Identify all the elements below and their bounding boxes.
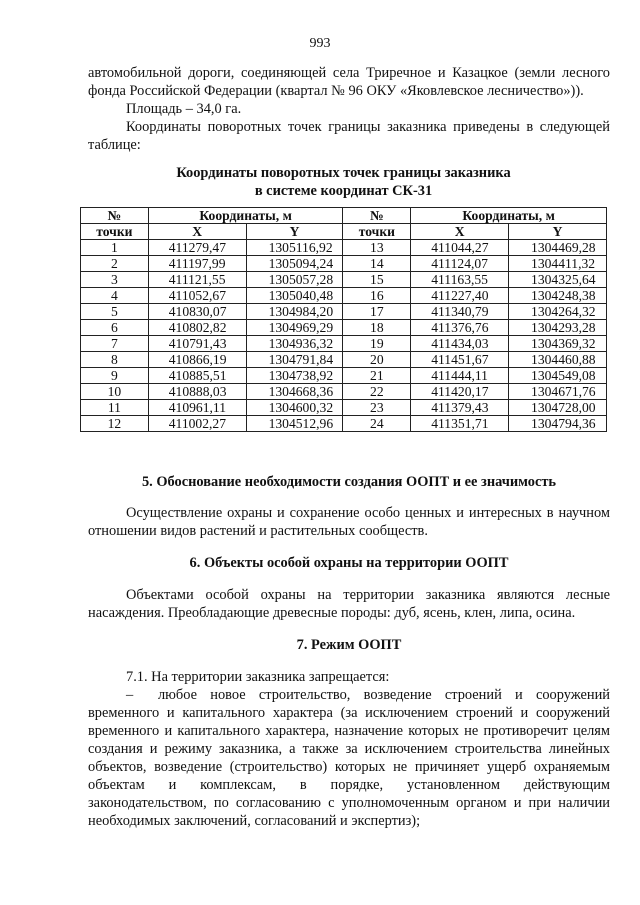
header-coords-2: Координаты, м bbox=[411, 208, 607, 224]
x-coordinate-cell: 411451,67 bbox=[411, 352, 509, 368]
point-number-cell: 10 bbox=[81, 384, 149, 400]
point-number-cell: 8 bbox=[81, 352, 149, 368]
point-number-cell: 16 bbox=[343, 288, 411, 304]
x-coordinate-cell: 411197,99 bbox=[148, 256, 246, 272]
x-coordinate-cell: 411351,71 bbox=[411, 416, 509, 432]
table-row bbox=[81, 368, 607, 384]
table-row bbox=[81, 400, 607, 416]
table-row bbox=[81, 272, 607, 288]
coords-intro-line-2: таблице: bbox=[88, 137, 141, 153]
point-number-cell: 24 bbox=[343, 416, 411, 432]
section-5-heading: 5. Обоснование необходимости создания ООПТ и ее значимость bbox=[141, 474, 557, 490]
table-subheader-row bbox=[81, 224, 607, 240]
section-6-line-1: Объектами особой охраны на территории заказника являются лесные bbox=[126, 587, 610, 603]
header-coords-1: Координаты, м bbox=[148, 208, 343, 224]
point-number-cell: 14 bbox=[343, 256, 411, 272]
y-coordinate-cell: 1304969,29 bbox=[246, 320, 343, 336]
item-line-6: объектам и комплексам, в порядке, установленном действующим bbox=[88, 777, 610, 793]
x-coordinate-cell: 411379,43 bbox=[411, 400, 509, 416]
table-title-line-1: Координаты поворотных точек границы заказника bbox=[176, 165, 511, 181]
section-7-heading: 7. Режим ООПТ bbox=[296, 637, 402, 653]
x-coordinate-cell: 411002,27 bbox=[148, 416, 246, 432]
intro-line-2: фонда Российской Федерации (квартал № 96 ОКУ «Яковлевское лесничество»)). bbox=[88, 83, 584, 99]
point-number-cell: 6 bbox=[81, 320, 149, 336]
point-number-cell: 17 bbox=[343, 304, 411, 320]
point-number-cell: 9 bbox=[81, 368, 149, 384]
y-coordinate-cell: 1304293,28 bbox=[509, 320, 607, 336]
point-number-cell: 7 bbox=[81, 336, 149, 352]
x-coordinate-cell: 411121,55 bbox=[148, 272, 246, 288]
y-coordinate-cell: 1304738,92 bbox=[246, 368, 343, 384]
coords-intro-line-1: Координаты поворотных точек границы заказника приведены в следующей bbox=[126, 119, 610, 135]
y-coordinate-cell: 1304469,28 bbox=[509, 240, 607, 256]
x-coordinate-cell: 411279,47 bbox=[148, 240, 246, 256]
header-point-1: точки bbox=[81, 224, 149, 240]
y-coordinate-cell: 1304668,36 bbox=[246, 384, 343, 400]
point-number-cell: 4 bbox=[81, 288, 149, 304]
x-coordinate-cell: 411124,07 bbox=[411, 256, 509, 272]
y-coordinate-cell: 1304369,32 bbox=[509, 336, 607, 352]
section-6-line-2: насаждения. Преобладающие древесные породы: дуб, ясень, клен, липа, осина. bbox=[88, 605, 576, 621]
table-row bbox=[81, 288, 607, 304]
x-coordinate-cell: 411044,27 bbox=[411, 240, 509, 256]
header-number-1: № bbox=[81, 208, 149, 224]
x-coordinate-cell: 410885,51 bbox=[148, 368, 246, 384]
item-line-8: необходимых заключений, согласований и экспертиз); bbox=[88, 813, 421, 829]
x-coordinate-cell: 410866,19 bbox=[148, 352, 246, 368]
table-row bbox=[81, 352, 607, 368]
y-coordinate-cell: 1304671,76 bbox=[509, 384, 607, 400]
item-line-7: законодательством, по согласованию с уполномоченным органом и при наличии bbox=[88, 795, 610, 811]
y-coordinate-cell: 1304411,32 bbox=[509, 256, 607, 272]
point-number-cell: 13 bbox=[343, 240, 411, 256]
intro-line-1: автомобильной дороги, соединяющей села Триречное и Казацкое (земли лесного bbox=[88, 65, 610, 81]
header-number-2: № bbox=[343, 208, 411, 224]
table-row bbox=[81, 304, 607, 320]
page-number: 993 bbox=[309, 36, 331, 51]
table-title-line-2: в системе координат СК-31 bbox=[254, 183, 433, 199]
table-row bbox=[81, 336, 607, 352]
y-coordinate-cell: 1304264,32 bbox=[509, 304, 607, 320]
section-6-heading: 6. Объекты особой охраны на территории ООПТ bbox=[189, 555, 509, 571]
table-row bbox=[81, 256, 607, 272]
point-number-cell: 3 bbox=[81, 272, 149, 288]
item-line-5: объектов, возведение (строительство) которых не причиняет ущерб охраняемым bbox=[88, 759, 610, 775]
y-coordinate-cell: 1305094,24 bbox=[246, 256, 343, 272]
y-coordinate-cell: 1304460,88 bbox=[509, 352, 607, 368]
section-5-line-2: отношении видов растений и растительных сообществ. bbox=[88, 523, 428, 539]
section-7-subheading: 7.1. На территории заказника запрещается: bbox=[126, 669, 390, 685]
x-coordinate-cell: 411444,11 bbox=[411, 368, 509, 384]
y-coordinate-cell: 1304512,96 bbox=[246, 416, 343, 432]
point-number-cell: 20 bbox=[343, 352, 411, 368]
table-row bbox=[81, 416, 607, 432]
item-line-1: любое новое строительство, возведение строений и сооружений bbox=[158, 687, 610, 703]
x-coordinate-cell: 411052,67 bbox=[148, 288, 246, 304]
y-coordinate-cell: 1304600,32 bbox=[246, 400, 343, 416]
x-coordinate-cell: 411434,03 bbox=[411, 336, 509, 352]
point-number-cell: 5 bbox=[81, 304, 149, 320]
y-coordinate-cell: 1304794,36 bbox=[509, 416, 607, 432]
header-y-1: Y bbox=[246, 224, 343, 240]
y-coordinate-cell: 1305040,48 bbox=[246, 288, 343, 304]
x-coordinate-cell: 411376,76 bbox=[411, 320, 509, 336]
point-number-cell: 2 bbox=[81, 256, 149, 272]
point-number-cell: 23 bbox=[343, 400, 411, 416]
header-x-2: X bbox=[411, 224, 509, 240]
point-number-cell: 19 bbox=[343, 336, 411, 352]
table-header-row bbox=[81, 208, 607, 224]
table-row bbox=[81, 384, 607, 400]
point-number-cell: 15 bbox=[343, 272, 411, 288]
table-body bbox=[81, 240, 607, 432]
x-coordinate-cell: 410830,07 bbox=[148, 304, 246, 320]
item-line-4: создания и режиму заказника, а также за исключением строительства линейных bbox=[88, 741, 610, 757]
table-row bbox=[81, 320, 607, 336]
point-number-cell: 21 bbox=[343, 368, 411, 384]
table-row bbox=[81, 240, 607, 256]
y-coordinate-cell: 1304984,20 bbox=[246, 304, 343, 320]
y-coordinate-cell: 1304325,64 bbox=[509, 272, 607, 288]
point-number-cell: 1 bbox=[81, 240, 149, 256]
x-coordinate-cell: 411227,40 bbox=[411, 288, 509, 304]
x-coordinate-cell: 410961,11 bbox=[148, 400, 246, 416]
point-number-cell: 22 bbox=[343, 384, 411, 400]
x-coordinate-cell: 410791,43 bbox=[148, 336, 246, 352]
y-coordinate-cell: 1304791,84 bbox=[246, 352, 343, 368]
section-5-line-1: Осуществление охраны и сохранение особо ценных и интересных в научном bbox=[126, 505, 610, 521]
y-coordinate-cell: 1305057,28 bbox=[246, 272, 343, 288]
item-line-3: временного и капитального характера, назначение которых не противоречит целям bbox=[88, 723, 610, 739]
y-coordinate-cell: 1304728,00 bbox=[509, 400, 607, 416]
coordinates-table bbox=[80, 207, 607, 432]
point-number-cell: 12 bbox=[81, 416, 149, 432]
header-x-1: X bbox=[148, 224, 246, 240]
point-number-cell: 18 bbox=[343, 320, 411, 336]
point-number-cell: 11 bbox=[81, 400, 149, 416]
area-line: Площадь – 34,0 га. bbox=[126, 101, 242, 117]
header-y-2: Y bbox=[509, 224, 607, 240]
y-coordinate-cell: 1304549,08 bbox=[509, 368, 607, 384]
x-coordinate-cell: 411420,17 bbox=[411, 384, 509, 400]
list-dash: – bbox=[126, 687, 134, 703]
header-point-2: точки bbox=[343, 224, 411, 240]
x-coordinate-cell: 410802,82 bbox=[148, 320, 246, 336]
x-coordinate-cell: 410888,03 bbox=[148, 384, 246, 400]
y-coordinate-cell: 1304936,32 bbox=[246, 336, 343, 352]
x-coordinate-cell: 411340,79 bbox=[411, 304, 509, 320]
y-coordinate-cell: 1304248,38 bbox=[509, 288, 607, 304]
x-coordinate-cell: 411163,55 bbox=[411, 272, 509, 288]
item-line-2: временного и капитального характера (за исключением строений и сооружений bbox=[88, 705, 610, 721]
y-coordinate-cell: 1305116,92 bbox=[246, 240, 343, 256]
